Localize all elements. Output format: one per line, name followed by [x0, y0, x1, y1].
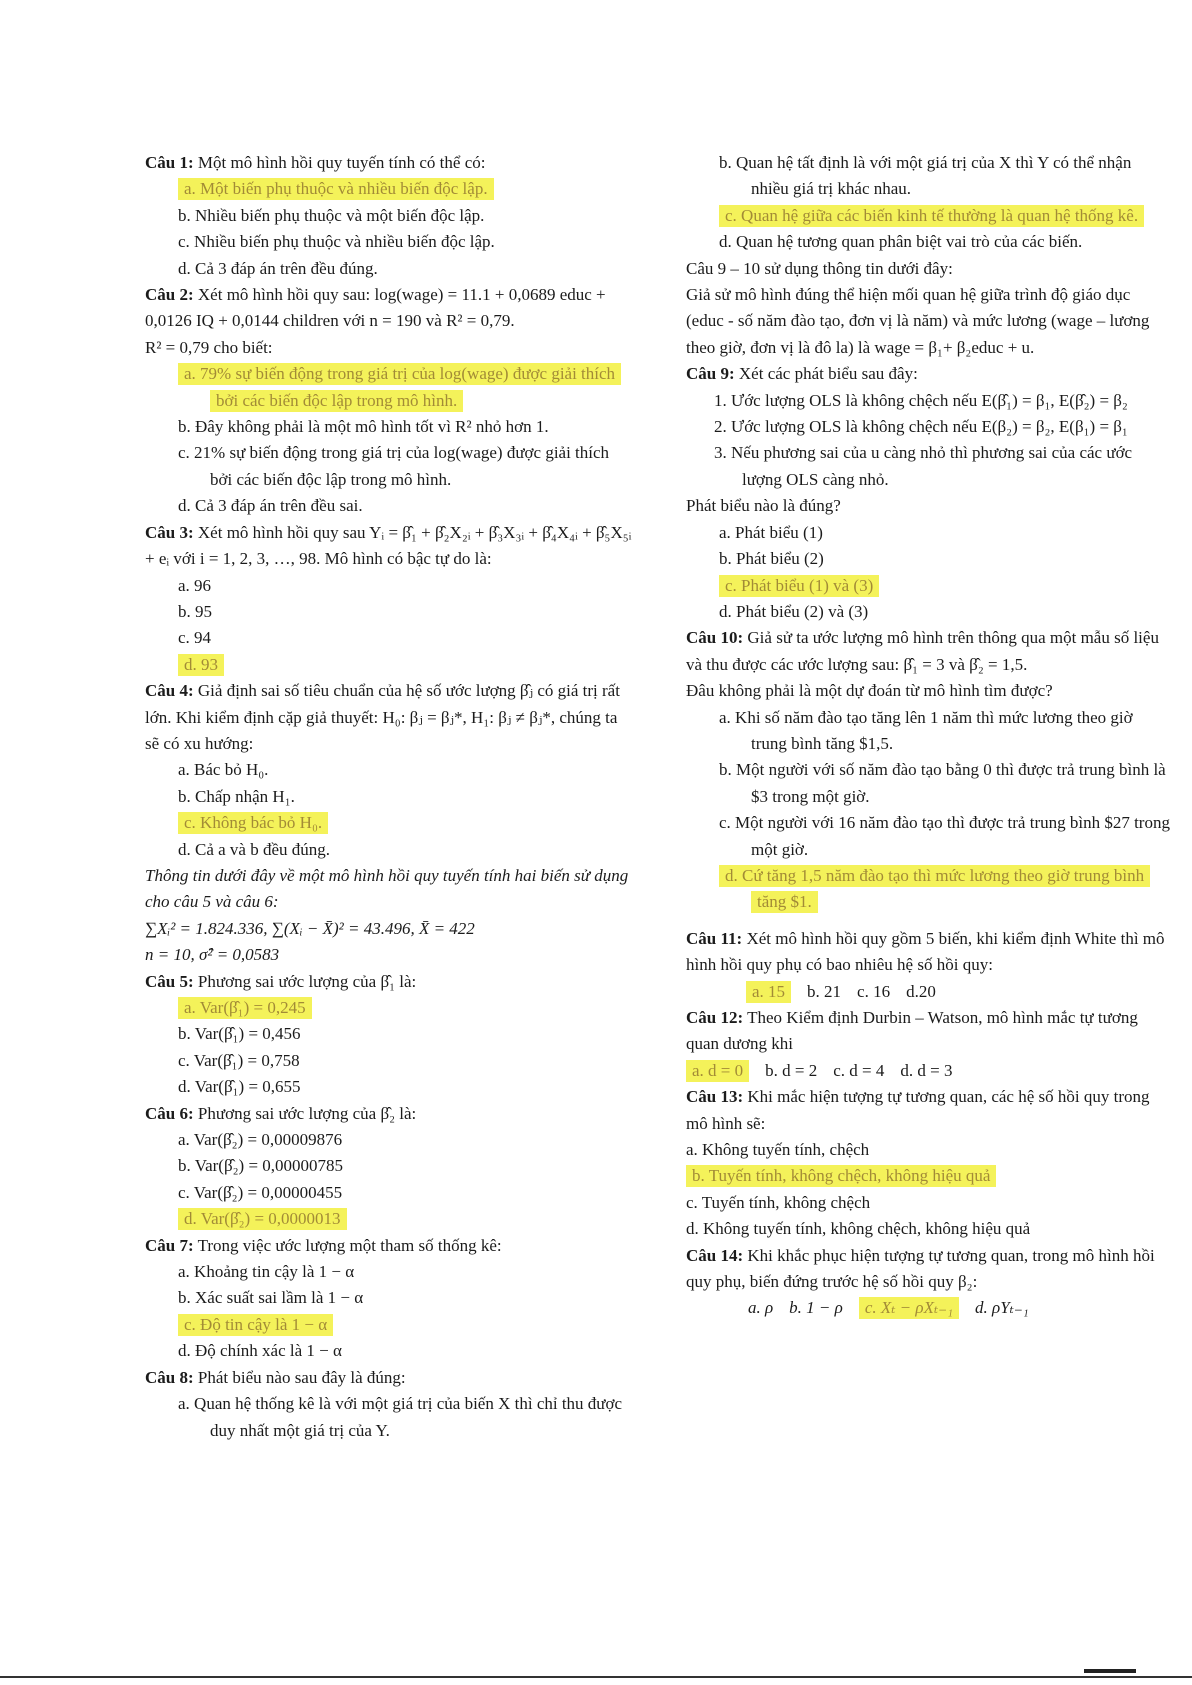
answer-text: a. ρ	[748, 1298, 774, 1318]
question-text: Giả sử ta ước lượng mô hình trên thông qua một mẫu số liệu và thu được các ước lượng sau: β̂₁ = 3 và β̂₂ = 1,5.	[686, 628, 1159, 674]
answer-text: b. Nhiều biến phụ thuộc và một biến độc lập.	[178, 205, 485, 225]
answer-option	[177, 1206, 635, 1232]
answer-text: c. 16	[857, 981, 891, 1001]
highlighted-answer: a. d = 0	[686, 1060, 749, 1082]
answer-text: a. Khoảng tin cậy là 1 − α	[178, 1262, 355, 1282]
question-number: Câu 11:	[686, 928, 743, 948]
answer-option	[177, 995, 635, 1021]
answer-option	[177, 757, 635, 783]
question-number: Câu 7:	[145, 1235, 194, 1255]
statement: 1. Ước lượng OLS là không chệch nếu E(β̂₁) = β₁, E(β̂₂) = β₂	[714, 390, 1128, 410]
answer-text: c. 21% sự biến động trong giá trị của log(wage) được giải thích bởi các biến độc lập trong mô hình.	[178, 443, 610, 489]
answer-option	[718, 520, 1170, 546]
answer-text: a. 96	[178, 575, 212, 595]
answer-text: d. Độ chính xác là 1 − α	[178, 1341, 342, 1361]
answer-option	[177, 1153, 635, 1179]
question-number: Câu 6:	[145, 1103, 194, 1123]
answer-text: d. Phát biểu (2) và (3)	[719, 601, 869, 621]
question-text: Trong việc ước lượng một tham số thống kê:	[197, 1235, 502, 1255]
answer-option	[177, 493, 635, 519]
answer-text: a. Bác bỏ H₀.	[178, 760, 269, 780]
answer-option	[177, 837, 635, 863]
question-number: Câu 5:	[145, 971, 194, 991]
paragraph: a. Không tuyến tính, chệch	[686, 1140, 870, 1160]
paragraph: Phát biểu nào là đúng?	[686, 496, 841, 516]
left-column	[145, 150, 635, 1444]
answer-option	[718, 546, 1170, 572]
highlighted-answer: c. Không bác bỏ H₀.	[178, 812, 328, 834]
answer-text: b. Một người với số năm đào tạo bằng 0 thì được trả trung bình là $3 trong một giờ.	[719, 760, 1166, 806]
question-text: Phát biểu nào sau đây là đúng:	[197, 1367, 406, 1387]
answer-option	[177, 1074, 635, 1100]
answer-option	[177, 784, 635, 810]
question-text: Phương sai ước lượng của β̂₁ là:	[197, 971, 417, 991]
answer-text: b. Đây không phải là một mô hình tốt vì R² nhỏ hơn 1.	[178, 417, 549, 437]
paragraph: d. Không tuyến tính, không chệch, không hiệu quả	[686, 1219, 1031, 1239]
highlighted-answer: a. Một biến phụ thuộc và nhiều biến độc lập.	[178, 178, 494, 200]
inline-answer-options	[748, 1295, 1170, 1321]
answer-text: a. Khi số năm đào tạo tăng lên 1 năm thì mức lương theo giờ trung bình tăng $1,5.	[719, 707, 1133, 753]
question-text: Xét các phát biểu sau đây:	[738, 364, 918, 384]
spacer	[686, 916, 1170, 926]
answer-option	[718, 573, 1170, 599]
answer-text: d. ρYₜ₋₁	[975, 1298, 1029, 1318]
answer-text: b. Var(β̂₂) = 0,00000785	[178, 1156, 344, 1176]
inline-answer-options	[746, 979, 1170, 1005]
statement: 3. Nếu phương sai của u càng nhỏ thì phương sai của các ước lượng OLS càng nhỏ.	[714, 443, 1133, 489]
page-corner-mark	[1084, 1669, 1136, 1673]
question-text: Theo Kiểm định Durbin – Watson, mô hình mắc tự tương quan dương khi	[686, 1008, 1138, 1054]
question-text: Khi mắc hiện tượng tự tương quan, các hệ số hồi quy trong mô hình sẽ:	[686, 1087, 1150, 1133]
answer-option	[177, 256, 635, 282]
answer-option	[718, 229, 1170, 255]
highlighted-answer: a. 79% sự biến động trong giá trị của log(wage) được giải thích bởi các biến độc lập trong mô hình.	[178, 363, 621, 411]
answer-option	[718, 810, 1170, 863]
answer-option	[718, 203, 1170, 229]
paragraph: Giả sử mô hình đúng thể hiện mối quan hệ giữa trình độ giáo dục (educ - số năm đào tạo, đơn vị là năm) và mức lương (wage – lương theo giờ, đơn vị là đô la) là wage = β₁+ β₂educ + u.	[686, 285, 1150, 357]
highlighted-answer: d. Cứ tăng 1,5 năm đào tạo thì mức lương theo giờ trung bình tăng $1.	[719, 865, 1150, 913]
answer-option	[177, 652, 635, 678]
question-text: Xét mô hình hồi quy sau Yᵢ = β̂₁ + β̂₂X₂ᵢ + β̂₃X₃ᵢ + β̂₄X₄ᵢ + β̂₅X₅ᵢ + eᵢ với i = 1, 2, 3, …, 98. Mô hình có bậc tự do là:	[145, 522, 632, 569]
answer-text: b. Var(β̂₁) = 0,456	[178, 1024, 301, 1044]
answer-option	[177, 203, 635, 229]
answer-text: d. Cả a và b đều đúng.	[178, 839, 331, 859]
question	[145, 1365, 635, 1391]
answer-option	[177, 599, 635, 625]
answer-option	[177, 810, 635, 836]
question	[686, 1084, 1170, 1137]
answer-option	[177, 414, 635, 440]
answer-text: c. Var(β̂₂) = 0,00000455	[178, 1182, 343, 1202]
highlighted-answer: c. Xₜ − ρXₜ₋₁	[859, 1297, 959, 1319]
answer-option	[177, 1391, 635, 1444]
paragraph: R² = 0,79 cho biết:	[145, 337, 273, 357]
question-number: Câu 2:	[145, 285, 194, 305]
answer-option	[177, 1180, 635, 1206]
answer-option	[718, 757, 1170, 810]
answer-text: a. Quan hệ thống kê là với một giá trị của biến X thì chỉ thu được duy nhất một giá trị của Y.	[178, 1394, 623, 1440]
highlighted-answer: a. 15	[746, 981, 791, 1003]
answer-text: b. 95	[178, 601, 212, 621]
page-bottom-border	[0, 1676, 1192, 1678]
answer-option	[718, 150, 1170, 203]
answer-text: a. Var(β̂₂) = 0,00009876	[178, 1130, 343, 1150]
highlighted-answer: c. Độ tin cậy là 1 − α	[178, 1314, 333, 1336]
answer-text: b. Chấp nhận H₁.	[178, 786, 295, 806]
paragraph: c. Tuyến tính, không chệch	[686, 1192, 871, 1212]
highlighted-answer: c. Phát biểu (1) và (3)	[719, 575, 879, 597]
answer-text: a. Phát biểu (1)	[719, 522, 823, 542]
answer-option	[177, 1021, 635, 1047]
answer-text: b. 21	[807, 981, 842, 1001]
answer-text: b. Phát biểu (2)	[719, 549, 824, 569]
answer-text: d. Cả 3 đáp án trên đều đúng.	[178, 258, 378, 278]
answer-option	[177, 1312, 635, 1338]
answer-text: c. Một người với 16 năm đào tạo thì được trả trung bình $27 trong một giờ.	[719, 813, 1170, 859]
statement: 2. Ước lượng OLS là không chệch nếu E(β₂) = β₂, E(β₁) = β₁	[714, 417, 1128, 437]
question-number: Câu 9:	[686, 364, 735, 384]
answer-text: c. 94	[178, 628, 212, 648]
answer-text: d. Var(β̂₁) = 0,655	[178, 1077, 301, 1097]
question	[145, 1233, 635, 1259]
question	[145, 1101, 635, 1127]
answer-text: d. d = 3	[900, 1060, 953, 1080]
answer-option	[718, 599, 1170, 625]
answer-option	[177, 573, 635, 599]
answer-text: b. 1 − ρ	[789, 1298, 843, 1318]
question-number: Câu 4:	[145, 681, 194, 701]
question-text: Khi khắc phục hiện tượng tự tương quan, trong mô hình hồi quy phụ, biến đứng trước hệ số hồi quy β₂:	[686, 1245, 1155, 1292]
highlighted-answer: a. Var(β̂₁) = 0,245	[178, 997, 312, 1019]
inline-answer-options	[686, 1058, 1170, 1084]
right-column	[686, 150, 1170, 1322]
question-text: Xét mô hình hồi quy sau: log(wage) = 11.1 + 0,0689 educ + 0,0126 IQ + 0,0144 children với n = 190 và R² = 0,79.	[145, 285, 606, 331]
answer-option	[177, 176, 635, 202]
question	[145, 678, 635, 757]
answer-text: b. Quan hệ tất định là với một giá trị của X thì Y có thể nhận nhiều giá trị khác nhau.	[719, 153, 1132, 199]
paragraph: Đâu không phải là một dự đoán từ mô hình tìm được?	[686, 681, 1053, 701]
question	[686, 1005, 1170, 1058]
question-number: Câu 3:	[145, 522, 194, 542]
info-text: n = 10, σ̂² = 0,0583	[145, 945, 280, 965]
answer-text: c. Var(β̂₁) = 0,758	[178, 1050, 300, 1070]
answer-option	[718, 705, 1170, 758]
question-number: Câu 1:	[145, 153, 194, 172]
question-text: Một mô hình hồi quy tuyến tính có thể có:	[197, 153, 486, 172]
question-text: Phương sai ước lượng của β̂₂ là:	[197, 1103, 417, 1123]
answer-text: d. Quan hệ tương quan phân biệt vai trò của các biến.	[719, 232, 1083, 252]
question-number: Câu 8:	[145, 1367, 194, 1387]
answer-option	[177, 229, 635, 255]
question	[145, 520, 635, 573]
question-number: Câu 10:	[686, 628, 744, 648]
question-text: Xét mô hình hồi quy gồm 5 biến, khi kiểm định White thì mô hình hồi quy phụ có bao nhiêu hệ số hồi quy:	[686, 928, 1165, 975]
answer-text: d.20	[906, 981, 936, 1001]
highlighted-answer: d. Var(β̂₂) = 0,0000013	[178, 1208, 347, 1230]
answer-option	[177, 1285, 635, 1311]
answer-option	[177, 1259, 635, 1285]
question	[145, 150, 635, 176]
question	[145, 282, 635, 335]
question-number: Câu 12:	[686, 1008, 744, 1027]
paragraph: Câu 9 – 10 sử dụng thông tin dưới đây:	[686, 258, 953, 278]
answer-text: b. d = 2	[765, 1060, 818, 1080]
info-text: Thông tin dưới đây về một mô hình hồi quy tuyến tính hai biến sử dụng cho câu 5 và câu 6:	[145, 865, 629, 912]
highlighted-answer: c. Quan hệ giữa các biến kinh tế thường là quan hệ thống kê.	[719, 205, 1144, 227]
answer-option	[177, 1048, 635, 1074]
question	[686, 625, 1170, 678]
highlighted-answer-line	[686, 1163, 1170, 1189]
question	[686, 361, 1170, 387]
highlighted-answer: d. 93	[178, 654, 224, 676]
question-number: Câu 13:	[686, 1087, 744, 1107]
answer-option	[177, 440, 635, 493]
question	[686, 1243, 1170, 1296]
answer-option	[177, 1338, 635, 1364]
question-number: Câu 14:	[686, 1245, 744, 1265]
question-text: Giả định sai số tiêu chuẩn của hệ số ước lượng β̂ⱼ có giá trị rất lớn. Khi kiểm định cặp giả thuyết: H₀: βⱼ = βⱼ*, H₁: βⱼ ≠ βⱼ*, chúng ta sẽ có xu hướng:	[145, 681, 620, 753]
answer-option	[718, 863, 1170, 916]
question	[686, 926, 1170, 979]
answer-text: d. Cả 3 đáp án trên đều sai.	[178, 496, 363, 516]
info-text: ∑Xᵢ² = 1.824.336, ∑(Xᵢ − X̄)² = 43.496, X̄ = 422	[145, 918, 475, 938]
answer-option	[177, 361, 635, 414]
answer-option	[177, 625, 635, 651]
answer-text: c. Nhiều biến phụ thuộc và nhiều biến độc lập.	[178, 232, 495, 252]
answer-text: b. Xác suất sai lầm là 1 − α	[178, 1288, 364, 1308]
highlighted-answer: b. Tuyến tính, không chệch, không hiệu quả	[686, 1165, 996, 1187]
answer-text: c. d = 4	[833, 1060, 885, 1080]
question	[145, 969, 635, 995]
answer-option	[177, 1127, 635, 1153]
